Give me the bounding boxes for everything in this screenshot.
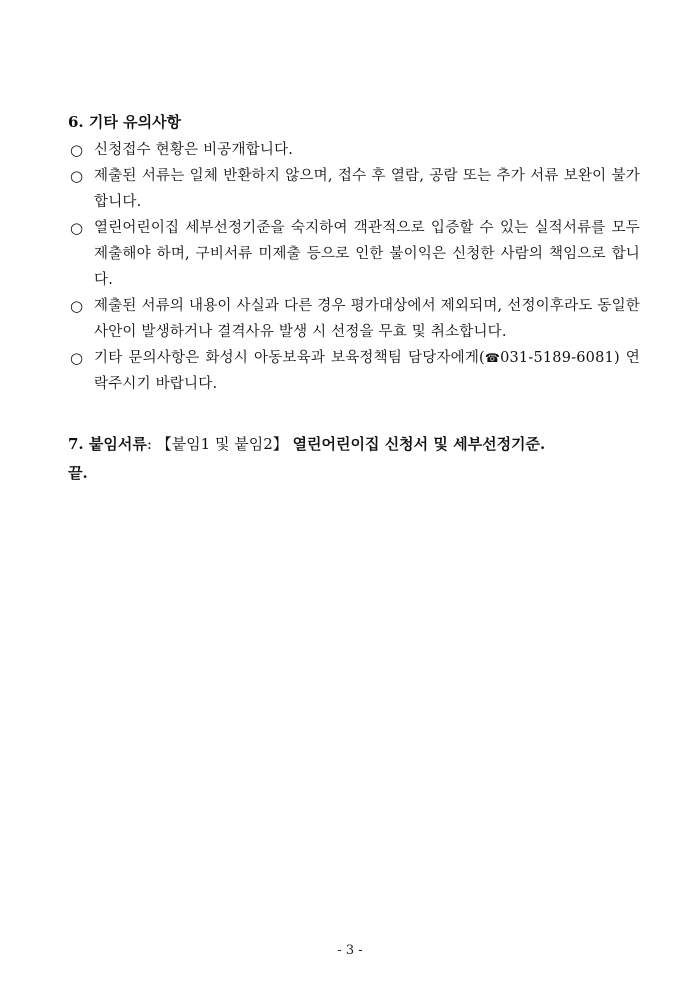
list-item — [70, 293, 640, 345]
attachment-documents: 열린어린이집 신청서 및 세부선정기준. — [292, 435, 546, 453]
list-item-text: 제출된 서류는 일체 반환하지 않으며, 접수 후 열람, 공람 또는 추가 서류 보완이 불가합니다. — [94, 168, 640, 210]
contact-list-item — [70, 345, 640, 397]
circle-bullet-icon: ○ — [70, 141, 84, 159]
list-item-text: 신청접수 현황은 비공개합니다. — [94, 142, 294, 158]
circle-bullet-icon: ○ — [70, 219, 84, 237]
contact-phone-number: 031-5189-6081 — [500, 350, 614, 366]
end-mark: 끝. — [68, 464, 88, 482]
section-7-title: 7. 붙임서류 — [68, 435, 147, 453]
list-item — [70, 163, 640, 215]
page-number: - 3 - — [337, 943, 363, 958]
attachment-refs: 【붙임1 및 붙임2】 — [156, 435, 288, 453]
list-item — [70, 215, 640, 293]
circle-bullet-icon: ○ — [70, 349, 84, 367]
contact-text-before: 기타 문의사항은 화성시 아동보육과 보육정책팀 담당자에게( — [94, 350, 485, 366]
circle-bullet-icon: ○ — [70, 167, 84, 185]
notice-list — [70, 137, 640, 397]
circle-bullet-icon: ○ — [70, 297, 84, 315]
section-6-title: 6. 기타 유의사항 — [68, 113, 182, 131]
contact-text-after: ) 연락주시기 바랍니다. — [94, 350, 641, 392]
section-7-attachments — [68, 434, 658, 454]
attachment-separator: : — [146, 435, 157, 453]
list-item-text: 제출된 서류의 내용이 사실과 다른 경우 평가대상에서 제외되며, 선정이후라도 동일한 사안이 발생하거나 결격사유 발생 시 선정을 무효 및 취소합니다. — [94, 298, 640, 340]
list-item-text: 열린어린이집 세부선정기준을 숙지하여 객관적으로 입증할 수 있는 실적서류를 모두 제출해야 하며, 구비서류 미제출 등으로 인한 불이익은 신청한 사람의 책임으로 합니다. — [94, 220, 640, 288]
phone-icon: ☎ — [484, 351, 501, 365]
list-item — [70, 137, 640, 163]
